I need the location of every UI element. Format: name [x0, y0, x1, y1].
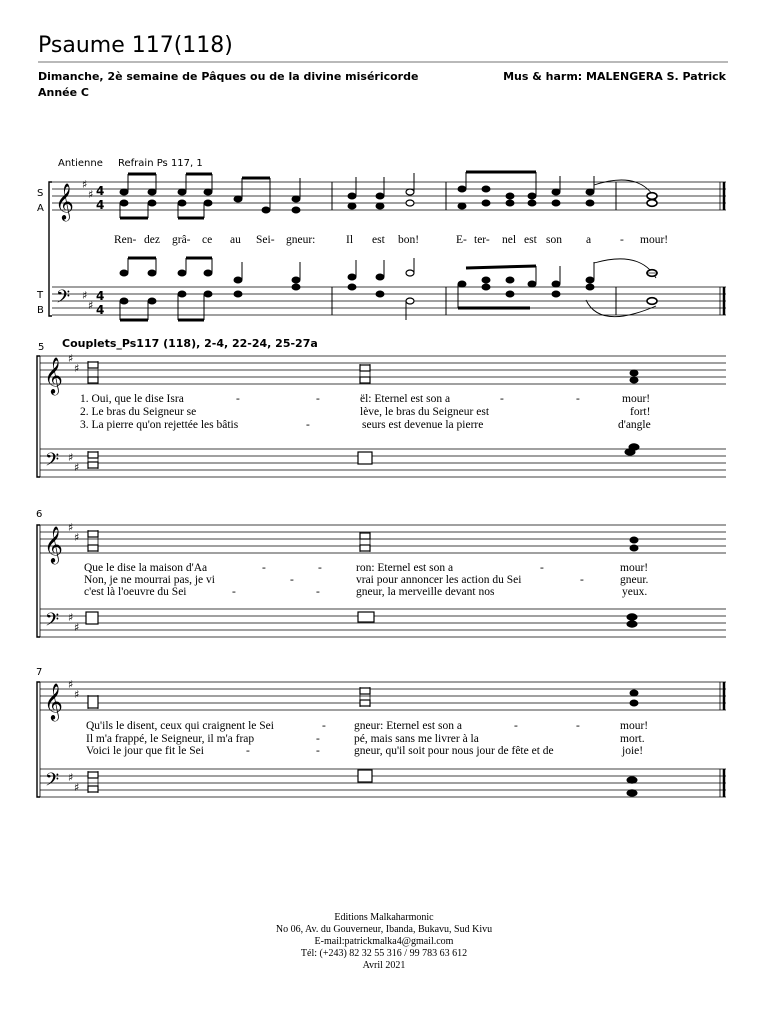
- svg-text:4: 4: [96, 184, 105, 198]
- liturgical-subtitle: Dimanche, 2è semaine de Pâques ou de la divine miséricorde: [38, 70, 419, 83]
- lyric-line: c'est là l'oeuvre du Sei: [84, 586, 187, 598]
- lyric-syllable: E-: [456, 234, 467, 246]
- lyric-syllable: gneur:: [286, 234, 316, 246]
- lyric-syllable: au: [230, 234, 241, 246]
- treble-clef-icon: 𝄞: [44, 525, 63, 563]
- lyric-line: gneur.: [620, 574, 649, 586]
- staff-bass: [40, 449, 726, 477]
- lyric-dash: -: [576, 720, 580, 732]
- lyric-dash: -: [500, 393, 504, 405]
- staff-bass: [40, 609, 726, 637]
- lyric-dash: -: [232, 586, 236, 598]
- key-sharp-icon: ♯: [68, 611, 74, 624]
- key-sharp-icon: ♯: [74, 781, 80, 794]
- key-sharp-icon: ♯: [68, 352, 74, 365]
- lyric-line: pé, mais sans me livrer à la: [354, 733, 479, 745]
- staff-treble: [40, 356, 726, 384]
- staff-bass: [40, 769, 726, 797]
- lyric-dash: -: [316, 733, 320, 745]
- publication-date: Avril 2021: [362, 960, 406, 971]
- lyric-dash: -: [246, 745, 250, 757]
- lyric-syllable: Sei-: [256, 234, 275, 246]
- measure-number: 5: [38, 342, 45, 353]
- treble-clef-icon: 𝄞: [44, 356, 63, 394]
- svg-text:4: 4: [96, 303, 105, 317]
- system-bracket: [37, 356, 40, 477]
- key-sharp-icon: ♯: [68, 521, 74, 534]
- key-sharp-icon: ♯: [68, 771, 74, 784]
- antienne-label: Antienne: [58, 158, 103, 169]
- lyric-syllable: a: [586, 234, 592, 246]
- notes-tb-measure-1: [120, 258, 300, 320]
- svg-text:4: 4: [96, 198, 105, 212]
- treble-clef-icon: 𝄞: [44, 682, 63, 720]
- key-sharp-icon: ♯: [82, 289, 88, 302]
- lyric-syllable: nel: [502, 234, 517, 246]
- lyric-dash: -: [576, 393, 580, 405]
- voice-label-a: A: [37, 203, 44, 214]
- lyric-line: mort.: [620, 733, 645, 745]
- lyric-syllable: ter-: [474, 234, 490, 246]
- lyric-dash: -: [514, 720, 518, 732]
- lyric-line: vrai pour annoncer les action du Sei: [356, 574, 522, 586]
- lyric-syllable: mour!: [640, 234, 669, 246]
- system-bracket: [49, 182, 52, 316]
- lyric-line: gneur, la merveille devant nos: [356, 586, 495, 598]
- publisher-address: No 06, Av. du Gouverneur, Ibanda, Bukavu, Sud Kivu: [275, 924, 493, 935]
- key-sharp-icon: ♯: [82, 178, 88, 191]
- couplets-label: Couplets_Ps117 (118), 2-4, 22-24, 25-27a: [62, 337, 318, 350]
- lyric-line: ël: Eternel est son a: [360, 393, 451, 405]
- system-couplets-5: [37, 337, 726, 477]
- lyric-syllable: dez: [144, 234, 160, 246]
- lyric-line: fort!: [630, 406, 651, 418]
- lyric-line: mour!: [620, 720, 649, 732]
- measure-number: 6: [36, 509, 43, 520]
- lyric-line: gneur: Eternel est son a: [354, 720, 462, 732]
- notes-tb-measure-2: [348, 258, 414, 320]
- lyric-syllable: est: [372, 234, 385, 246]
- verse-lyrics: [84, 562, 649, 598]
- lyric-syllable: grâ-: [172, 234, 191, 246]
- lyric-line: yeux.: [622, 586, 648, 598]
- lyric-line: Qu'ils le disent, ceux qui craignent le Sei: [86, 720, 274, 732]
- lyric-dash: -: [316, 586, 320, 598]
- system-bracket: [37, 525, 40, 637]
- lyric-syllable: bon!: [398, 234, 420, 246]
- system-bracket: [37, 682, 40, 797]
- bass-clef-icon: 𝄢: [45, 770, 60, 795]
- lyric-syllable: est: [524, 234, 537, 246]
- staff-treble: [40, 682, 726, 710]
- key-sharp-icon: ♯: [88, 299, 94, 312]
- measure-number: 7: [36, 667, 43, 678]
- staff-treble: [40, 525, 726, 553]
- lyric-dash: -: [262, 562, 266, 574]
- time-signature-treble: [96, 184, 104, 212]
- lyric-syllable: -: [620, 234, 624, 246]
- page-title: Psaume 117(118): [38, 33, 233, 58]
- bass-clef-icon: 𝄢: [56, 287, 71, 312]
- publisher-email: E-mail:patrickmalka4@gmail.com: [314, 936, 454, 947]
- voice-label-s: S: [37, 188, 44, 199]
- lyric-syllable: son: [546, 234, 562, 246]
- voice-label-t: T: [37, 290, 44, 301]
- lyric-dash: -: [322, 720, 326, 732]
- svg-text:4: 4: [96, 289, 105, 303]
- notes-sa-measure-2: [348, 173, 414, 209]
- lyric-line: lève, le bras du Seigneur est: [360, 406, 490, 418]
- lyric-dash: -: [540, 562, 544, 574]
- lyric-line: Non, je ne mourrai pas, je vi: [84, 574, 215, 586]
- verse-lyrics: [80, 393, 651, 431]
- lyric-line: d'angle: [618, 419, 651, 431]
- voice-label-b: B: [37, 305, 44, 316]
- key-sharp-icon: ♯: [74, 688, 80, 701]
- notes-sa-measure-3: [458, 172, 656, 209]
- key-sharp-icon: ♯: [88, 188, 94, 201]
- system-couplets-7: [36, 667, 726, 797]
- time-signature-bass: [96, 289, 104, 317]
- treble-clef-icon: 𝄞: [55, 182, 74, 220]
- lyric-line: Que le dise la maison d'Aa: [84, 562, 208, 574]
- lyric-syllable: Il: [346, 234, 354, 246]
- bass-clef-icon: 𝄢: [45, 610, 60, 635]
- key-sharp-icon: ♯: [74, 461, 80, 474]
- lyric-dash: -: [316, 393, 320, 405]
- lyric-line: Voici le jour que fit le Sei: [86, 745, 204, 757]
- lyric-line: joie!: [622, 745, 644, 757]
- composer-credit: Mus & harm: MALENGERA S. Patrick: [503, 70, 726, 83]
- lyric-line: Il m'a frappé, le Seigneur, il m'a frap: [86, 733, 255, 745]
- key-sharp-icon: ♯: [74, 362, 80, 375]
- publisher-footer: [276, 912, 492, 971]
- lyric-line: 3. La pierre qu'on rejettée les bâtis: [80, 419, 239, 431]
- lyric-line: mour!: [620, 562, 649, 574]
- liturgical-year: Année C: [38, 86, 89, 99]
- lyric-syllable: Ren-: [114, 234, 137, 246]
- lyric-dash: -: [316, 745, 320, 757]
- lyric-line: seurs est devenue la pierre: [362, 419, 484, 431]
- lyric-line: 1. Oui, que le dise Isra: [80, 393, 184, 405]
- refrain-lyrics: [114, 234, 668, 246]
- system-antienne: [36, 158, 726, 320]
- refrain-label: Refrain Ps 117, 1: [118, 158, 203, 169]
- lyric-line: 2. Le bras du Seigneur se: [80, 406, 197, 418]
- lyric-dash: -: [306, 419, 310, 431]
- key-sharp-icon: ♯: [74, 621, 80, 634]
- lyric-dash: -: [318, 562, 322, 574]
- lyric-line: gneur, qu'il soit pour nous jour de fête et de: [354, 745, 554, 757]
- bass-clef-icon: 𝄢: [45, 450, 60, 475]
- publisher-name: Editions Malkaharmonic: [334, 912, 434, 923]
- lyric-dash: -: [236, 393, 240, 405]
- lyric-line: mour!: [622, 393, 651, 405]
- key-sharp-icon: ♯: [68, 678, 74, 691]
- verse-lyrics: [86, 720, 648, 757]
- lyric-dash: -: [290, 574, 294, 586]
- publisher-phone: Tél: (+243) 82 32 55 316 / 99 783 63 612: [300, 948, 468, 959]
- key-sharp-icon: ♯: [68, 451, 74, 464]
- lyric-line: ron: Eternel est son a: [356, 562, 454, 574]
- lyric-syllable: ce: [202, 234, 213, 246]
- key-sharp-icon: ♯: [74, 531, 80, 544]
- system-couplets-6: [36, 509, 726, 637]
- lyric-dash: -: [580, 574, 584, 586]
